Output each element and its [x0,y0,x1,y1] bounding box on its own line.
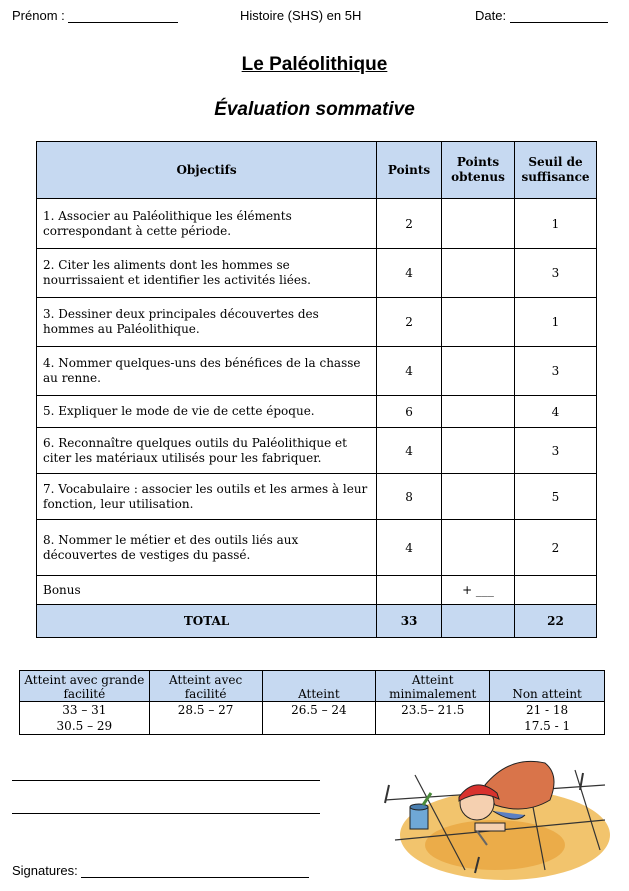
objectives-table [36,141,597,638]
signature-line-2[interactable] [12,813,320,814]
col-objectives: Objectifs [37,142,377,199]
objective-threshold: 3 [514,249,596,298]
date-line[interactable] [510,9,608,23]
objective-text: 2. Citer les aliments dont les hommes se nourrissaient et identifier les activités liées. [37,249,377,298]
page-title: Le Paléolithique [241,54,388,75]
objective-points-obtained[interactable] [442,199,515,249]
level-header: Non atteint [490,671,605,702]
objective-row [37,576,597,605]
objective-points: 4 [377,347,442,396]
objective-points-obtained[interactable]: + ___ [442,576,515,605]
total-points: 33 [377,605,442,638]
objective-row [37,298,597,347]
objective-row [37,347,597,396]
col-points-obtained: Points obtenus [442,142,515,199]
objective-row [37,428,597,474]
objective-threshold: 4 [514,396,596,428]
objective-points: 2 [377,199,442,249]
levels-table [19,670,605,735]
level-header: Atteint avec grande facilité [20,671,150,702]
first-name-field[interactable] [12,8,178,23]
level-range-cell [262,702,376,735]
level-range-cell [149,702,262,735]
first-name-line[interactable] [68,9,178,23]
objective-threshold: 3 [514,347,596,396]
objective-points: 4 [377,249,442,298]
objective-points: 8 [377,474,442,520]
objective-threshold: 5 [514,474,596,520]
level-range-cell [376,702,490,735]
objective-row [37,520,597,576]
objective-points-obtained[interactable] [442,298,515,347]
objective-points [377,576,442,605]
objective-points-obtained[interactable] [442,347,515,396]
objective-row [37,199,597,249]
date-label: Date: [475,8,507,23]
objective-points-obtained[interactable] [442,396,515,428]
signatures-label: Signatures: [12,863,78,878]
total-row [37,605,597,638]
objective-points: 4 [377,520,442,576]
objectives-header-row [37,142,597,199]
objective-text: 3. Dessiner deux principales découvertes des hommes au Paléolithique. [37,298,377,347]
total-threshold: 22 [514,605,596,638]
first-name-label: Prénom : [12,8,65,23]
objective-text: Bonus [37,576,377,605]
level-range-cell [20,702,150,735]
objective-text: 4. Nommer quelques-uns des bénéfices de la chasse au renne. [37,347,377,396]
objective-threshold: 1 [514,199,596,249]
objective-points: 6 [377,396,442,428]
objective-threshold [514,576,596,605]
objective-row [37,249,597,298]
level-range: 26.5 – 24 [291,703,347,717]
col-threshold: Seuil de suffisance [514,142,596,199]
total-obtained[interactable] [442,605,515,638]
level-range: 33 – 31 [62,703,107,717]
objective-row [37,474,597,520]
levels-header-row [20,671,605,702]
level-header: Atteint [262,671,376,702]
total-label: TOTAL [37,605,377,638]
level-range: 17.5 - 1 [524,719,571,733]
level-range: 30.5 – 29 [56,719,113,733]
course-label: Histoire (SHS) en 5H [240,8,362,23]
objective-points: 2 [377,298,442,347]
objective-threshold: 2 [514,520,596,576]
levels-range-row [20,702,605,735]
objective-points-obtained[interactable] [442,520,515,576]
objective-points-obtained[interactable] [442,428,515,474]
objective-points-obtained[interactable] [442,249,515,298]
signatures-field[interactable] [12,863,309,878]
level-header: Atteint avec facilité [149,671,262,702]
level-header: Atteint minimalement [376,671,490,702]
objective-points-obtained[interactable] [442,474,515,520]
level-range: 21 - 18 [525,703,569,717]
date-field[interactable] [475,8,608,23]
signature-line-3[interactable] [81,865,309,878]
objective-threshold: 3 [514,428,596,474]
signature-line-1[interactable] [12,780,320,781]
level-range: 23.5– 21.5 [401,703,465,717]
objective-text: 8. Nommer le métier et des outils liés aux découvertes de vestiges du passé. [37,520,377,576]
objective-text: 1. Associer au Paléolithique les éléments correspondant à cette période. [37,199,377,249]
objective-text: 6. Reconnaître quelques outils du Paléolithique et citer les matériaux utilisés pour les fabriquer. [37,428,377,474]
objective-row [37,396,597,428]
page-subtitle: Évaluation sommative [214,99,415,120]
level-range-cell [490,702,605,735]
objective-text: 5. Expliquer le mode de vie de cette époque. [37,396,377,428]
objective-text: 7. Vocabulaire : associer les outils et les armes à leur fonction, leur utilisation. [37,474,377,520]
archaeologist-illustration [375,745,615,885]
objective-points: 4 [377,428,442,474]
col-points: Points [377,142,442,199]
level-range: 28.5 – 27 [177,703,234,717]
objective-threshold: 1 [514,298,596,347]
